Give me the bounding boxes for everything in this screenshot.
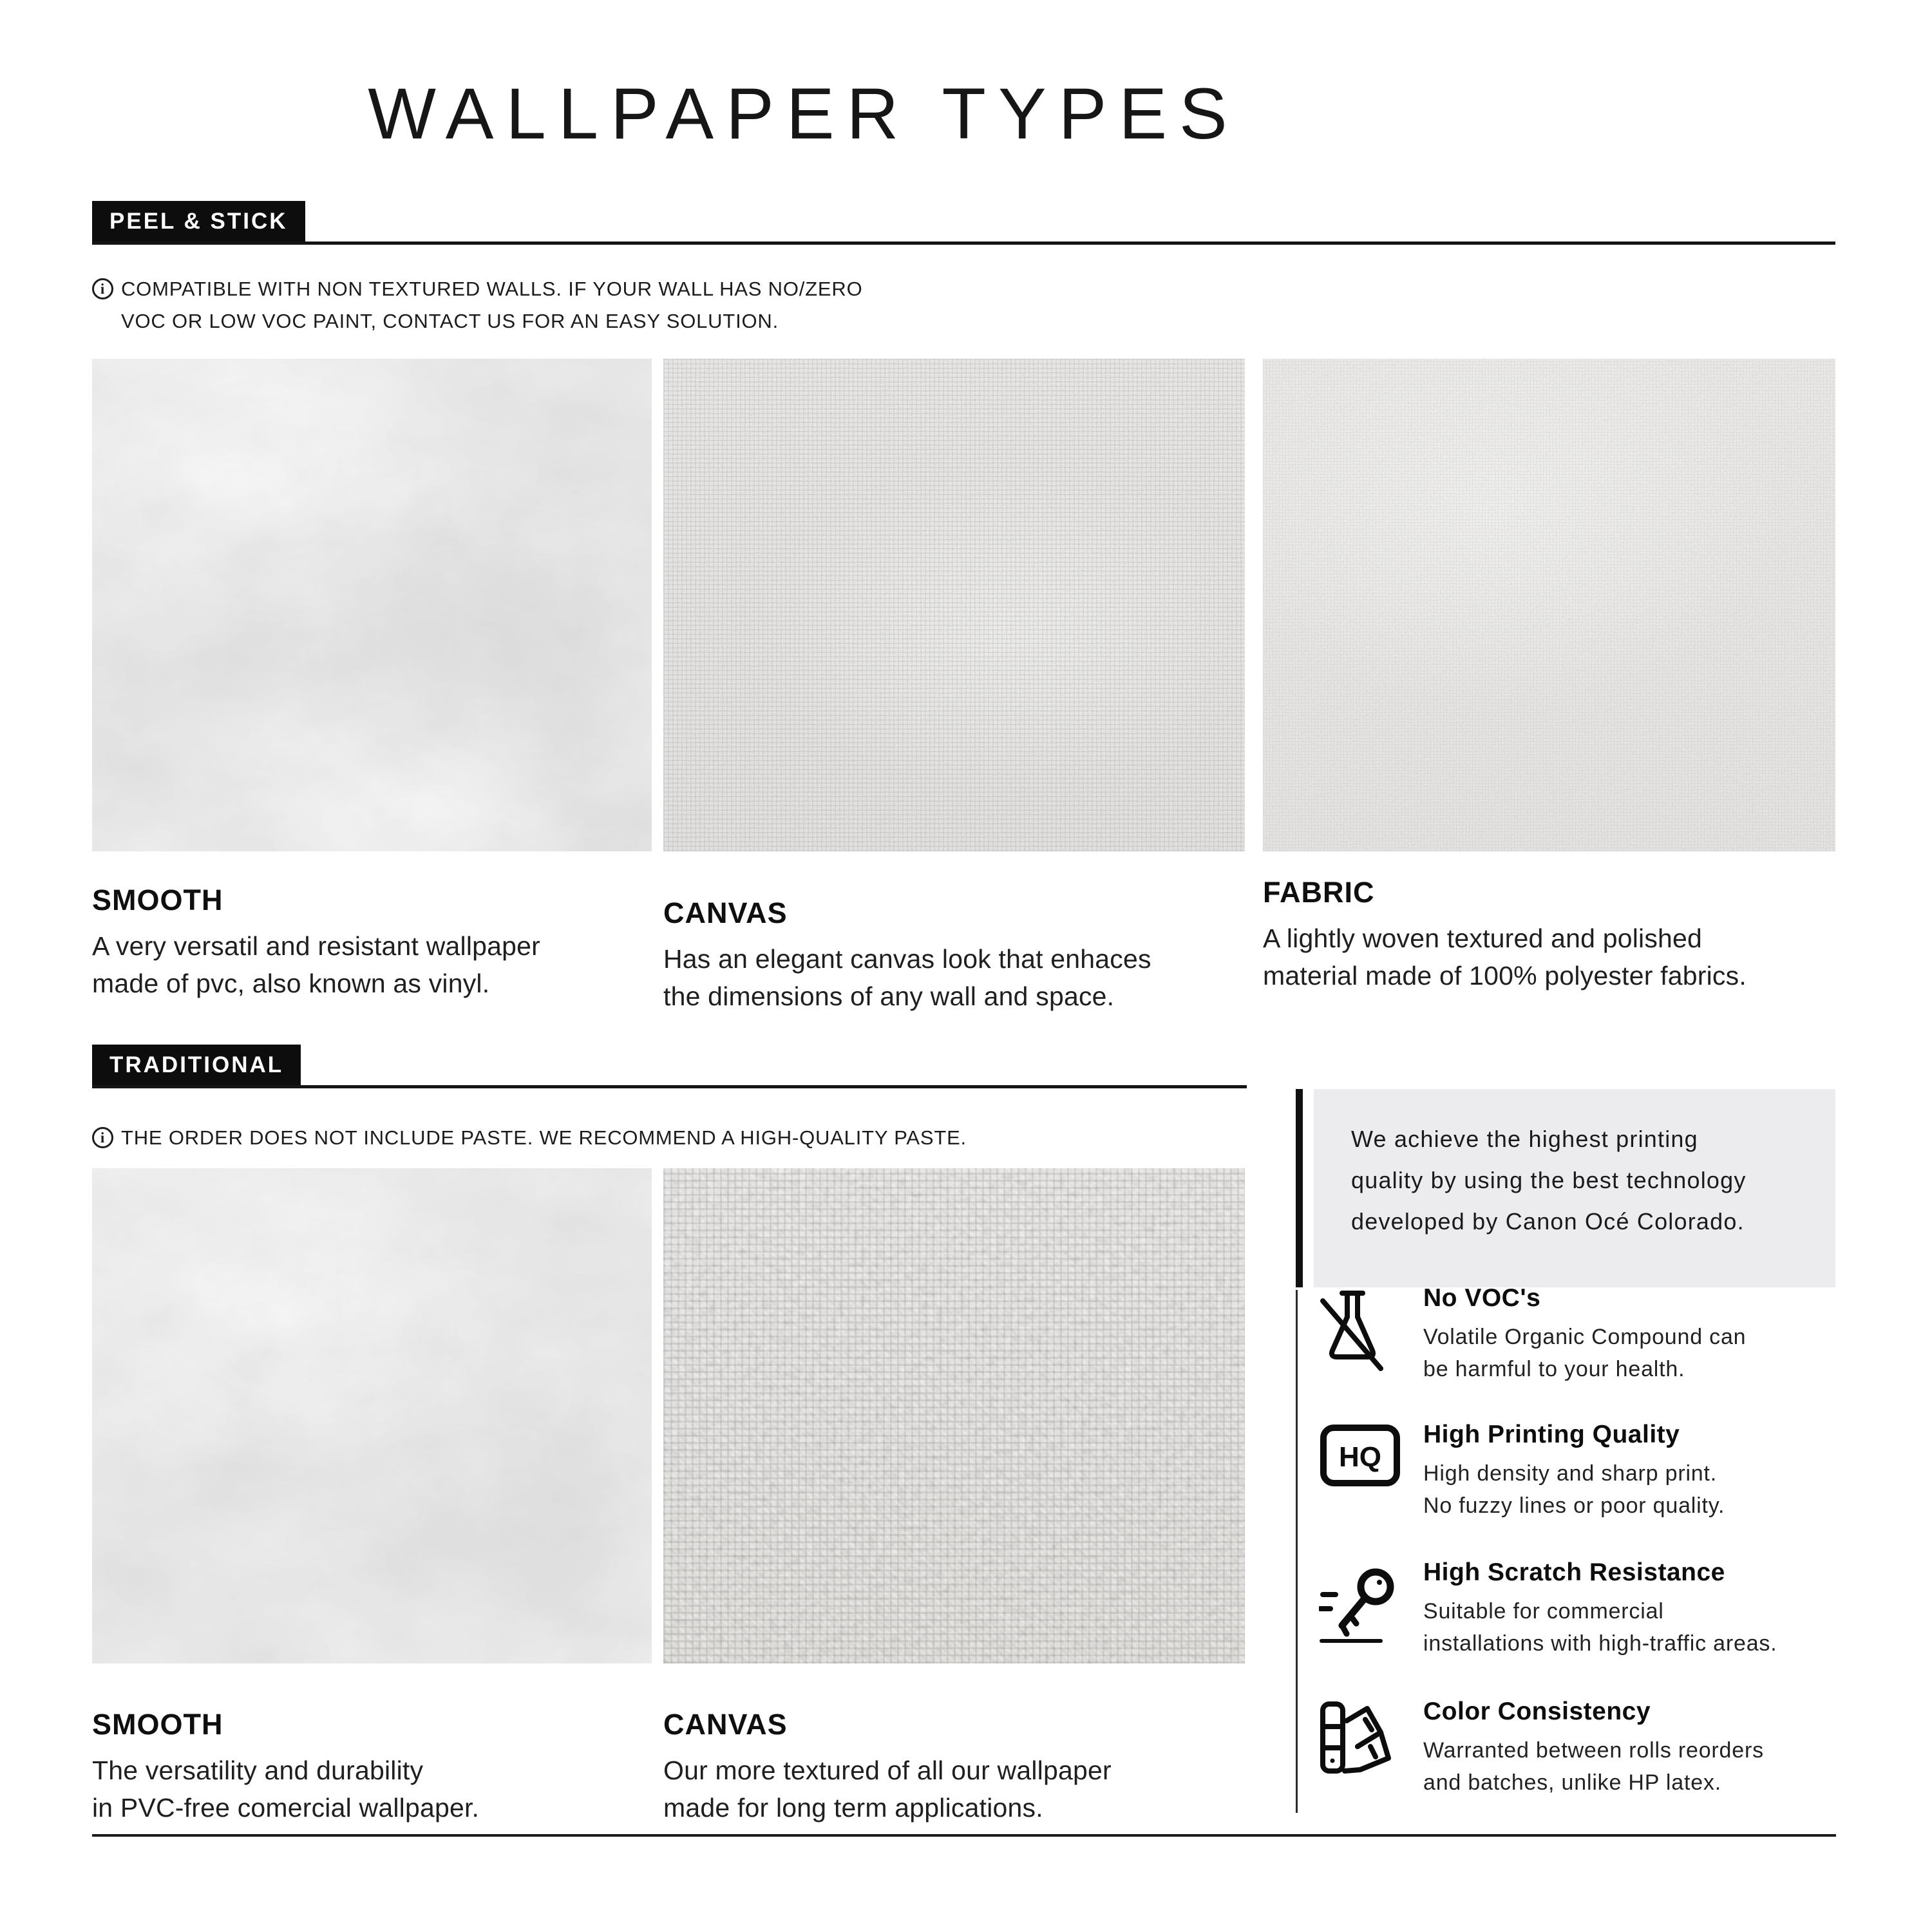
swatch-name: CANVAS bbox=[663, 896, 788, 929]
info-note-traditional bbox=[92, 1122, 1319, 1154]
quality-text-line: We achieve the highest printing bbox=[1351, 1126, 1698, 1152]
bottom-divider-line bbox=[92, 1834, 1836, 1837]
fine-woven-canvas-texture bbox=[663, 359, 1245, 851]
no-voc-flask-icon bbox=[1319, 1284, 1395, 1385]
section-header-traditional bbox=[92, 1045, 1247, 1088]
swatch-caption bbox=[92, 884, 685, 1002]
swatch-description: Our more textured of all our wallpaper made for long term applications. bbox=[663, 1756, 1112, 1823]
swatch-caption bbox=[663, 1708, 1275, 1826]
info-note-peel-stick bbox=[92, 273, 1255, 337]
feature-title: High Printing Quality bbox=[1423, 1421, 1680, 1448]
swatch-caption bbox=[92, 1708, 685, 1826]
feature-item-no-voc bbox=[1319, 1284, 1844, 1385]
feature-description: Volatile Organic Compound can be harmful to your health. bbox=[1423, 1325, 1747, 1381]
swatch-name: SMOOTH bbox=[92, 1708, 223, 1741]
feature-text bbox=[1423, 1698, 1764, 1799]
feature-item-high-scratch-resistance bbox=[1319, 1558, 1844, 1660]
quality-text-line: quality by using the best technology bbox=[1351, 1167, 1747, 1193]
coarse-burlap-canvas-texture bbox=[663, 1168, 1245, 1663]
info-icon: i bbox=[92, 1127, 113, 1148]
feature-title: High Scratch Resistance bbox=[1423, 1558, 1725, 1586]
info-note-line: VOC OR LOW VOC PAINT, CONTACT US FOR AN EASY SOLUTION. bbox=[121, 310, 779, 332]
section-label-traditional: TRADITIONAL bbox=[92, 1045, 301, 1085]
quality-box-accent-bar bbox=[1296, 1089, 1303, 1287]
feature-text bbox=[1423, 1284, 1746, 1385]
feature-item-high-printing-quality bbox=[1319, 1421, 1844, 1522]
swatch-caption bbox=[1263, 876, 1862, 994]
smooth-paper-texture bbox=[92, 1168, 652, 1663]
feature-text bbox=[1423, 1421, 1725, 1522]
swatch-image-peel-fabric bbox=[1263, 359, 1835, 851]
svg-text:HQ: HQ bbox=[1339, 1441, 1381, 1473]
swatch-name: CANVAS bbox=[663, 1708, 788, 1741]
swatch-name: FABRIC bbox=[1263, 876, 1375, 909]
section-header-peel-stick bbox=[92, 201, 1835, 245]
feature-title: Color Consistency bbox=[1423, 1698, 1651, 1725]
swatch-caption bbox=[663, 896, 1275, 1015]
feature-description: High density and sharp print. No fuzzy lines or poor quality. bbox=[1423, 1461, 1725, 1518]
swatch-image-traditional-smooth bbox=[92, 1168, 652, 1663]
smooth-paper-texture bbox=[92, 359, 652, 851]
info-note-line: COMPATIBLE WITH NON TEXTURED WALLS. IF YOUR WALL HAS NO/ZERO bbox=[121, 278, 863, 300]
feature-text bbox=[1423, 1558, 1777, 1660]
swatch-description: A very versatil and resistant wallpaper made of pvc, also known as vinyl. bbox=[92, 931, 541, 998]
swatch-image-peel-smooth bbox=[92, 359, 652, 851]
features-divider-line bbox=[1296, 1290, 1298, 1813]
info-icon: i bbox=[92, 278, 113, 299]
section-label-peel-stick: PEEL & STICK bbox=[92, 201, 305, 242]
swatch-image-traditional-canvas bbox=[663, 1168, 1245, 1663]
swatch-image-peel-canvas bbox=[663, 359, 1245, 851]
quality-text-line: developed by Canon Océ Colorado. bbox=[1351, 1208, 1745, 1235]
feature-title: No VOC's bbox=[1423, 1284, 1541, 1312]
info-note-line: THE ORDER DOES NOT INCLUDE PASTE. WE RECOMMEND A HIGH-QUALITY PASTE. bbox=[121, 1126, 967, 1149]
swatch-description: The versatility and durability in PVC-free comercial wallpaper. bbox=[92, 1756, 480, 1823]
color-swatch-fan-icon bbox=[1319, 1698, 1395, 1799]
light-linen-fabric-texture bbox=[1263, 359, 1835, 851]
hq-badge-icon bbox=[1319, 1421, 1395, 1522]
scratch-key-icon bbox=[1319, 1558, 1395, 1660]
feature-item-color-consistency bbox=[1319, 1698, 1844, 1799]
page-title: WALLPAPER TYPES bbox=[368, 73, 1240, 154]
swatch-name: SMOOTH bbox=[92, 884, 223, 916]
swatch-description: Has an elegant canvas look that enhaces the dimensions of any wall and space. bbox=[663, 944, 1151, 1011]
feature-description: Suitable for commercial installations with high-traffic areas. bbox=[1423, 1599, 1777, 1656]
swatch-description: A lightly woven textured and polished material made of 100% polyester fabrics. bbox=[1263, 923, 1747, 990]
printing-quality-callout bbox=[1314, 1089, 1835, 1287]
feature-description: Warranted between rolls reorders and batches, unlike HP latex. bbox=[1423, 1738, 1764, 1795]
